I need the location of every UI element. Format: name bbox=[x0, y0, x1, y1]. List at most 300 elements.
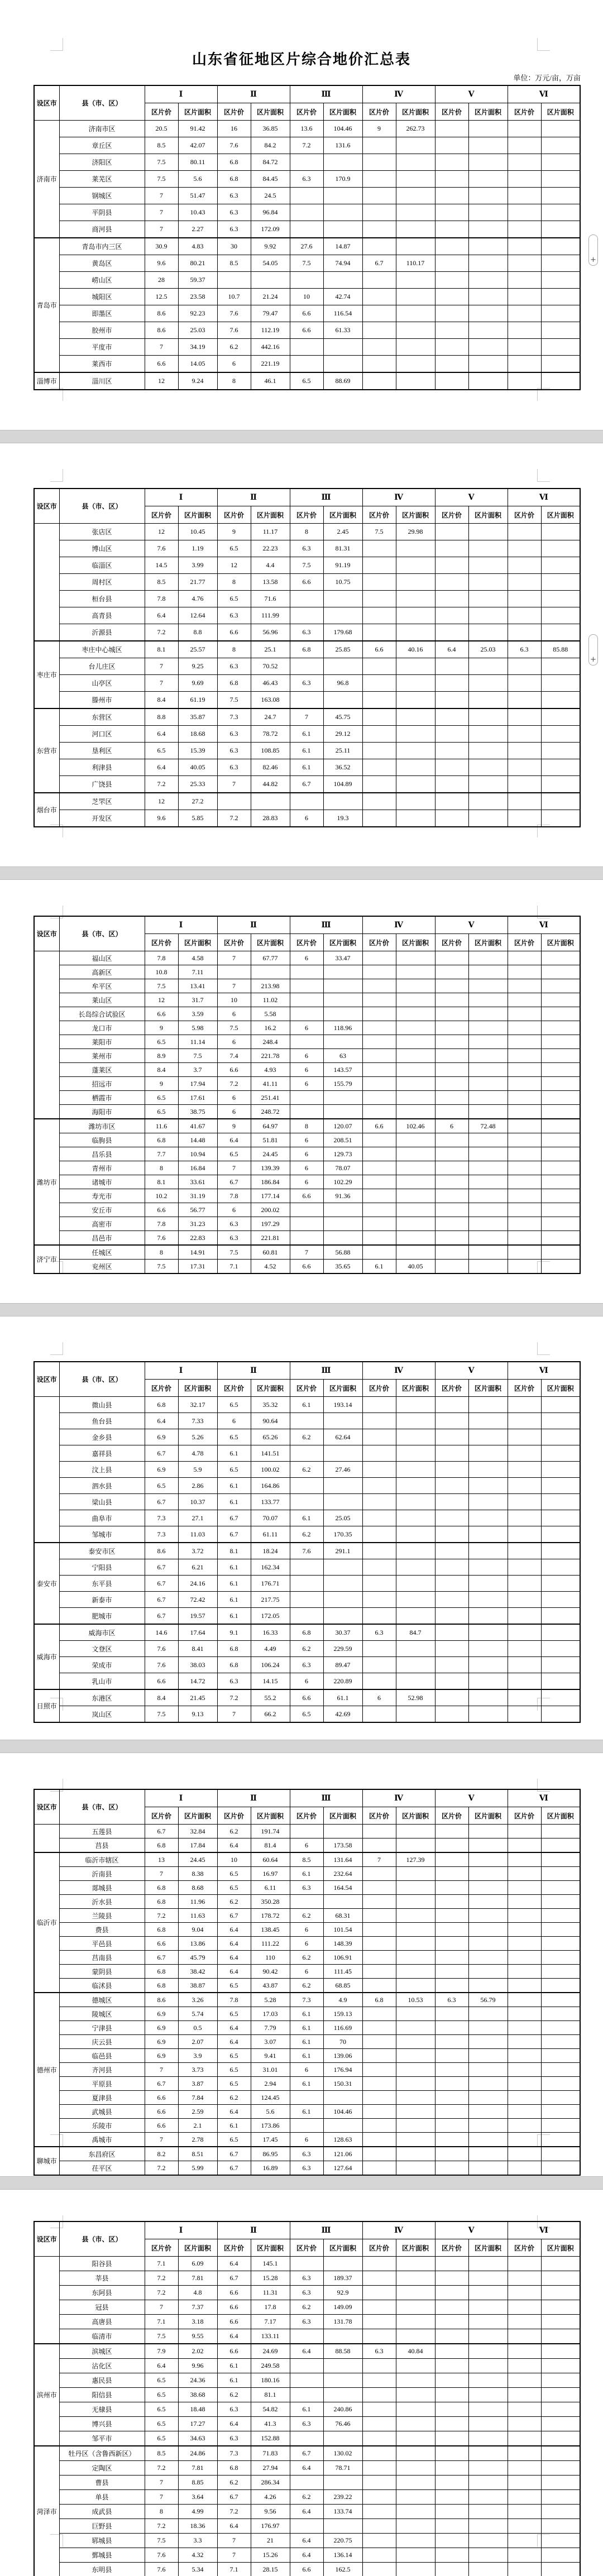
value-cell: 8.2 bbox=[145, 2147, 178, 2161]
value-cell bbox=[290, 2519, 323, 2534]
value-cell: 11.03 bbox=[178, 1526, 217, 1543]
value-cell bbox=[508, 1462, 541, 1478]
value-cell: 6.7 bbox=[145, 1592, 178, 1608]
value-cell bbox=[396, 2431, 435, 2446]
value-cell: 6.5 bbox=[145, 743, 178, 759]
value-cell: 6.6 bbox=[217, 2315, 251, 2329]
county-cell: 东营区 bbox=[59, 708, 145, 726]
value-cell: 179.68 bbox=[323, 624, 362, 641]
value-cell: 6.9 bbox=[145, 2007, 178, 2021]
value-cell bbox=[508, 372, 541, 390]
value-cell bbox=[541, 965, 580, 979]
value-cell: 22.83 bbox=[178, 1231, 217, 1246]
value-cell bbox=[362, 2161, 396, 2176]
header-zone-3: Ⅲ bbox=[290, 1362, 362, 1380]
value-cell: 18.48 bbox=[178, 2402, 217, 2417]
value-cell bbox=[396, 1429, 435, 1445]
value-cell: 7.6 bbox=[145, 2563, 178, 2576]
value-cell bbox=[468, 1077, 508, 1091]
value-cell bbox=[541, 2461, 580, 2476]
value-cell: 6.2 bbox=[217, 2476, 251, 2490]
land-price-table bbox=[34, 85, 581, 390]
value-cell bbox=[323, 1413, 362, 1429]
margin-corner-mark bbox=[50, 469, 63, 482]
value-cell bbox=[508, 1105, 541, 1119]
value-cell: 6.7 bbox=[217, 2271, 251, 2286]
value-cell bbox=[468, 322, 508, 339]
page-title: 山东省征地区片综合地价汇总表 bbox=[192, 51, 411, 68]
value-cell: 3.59 bbox=[178, 1007, 217, 1021]
value-cell: 6.3 bbox=[290, 1881, 323, 1895]
value-cell: 23.58 bbox=[178, 289, 217, 305]
city-cell: 德州市 bbox=[34, 1993, 59, 2147]
value-cell: 6.7 bbox=[145, 1951, 178, 1965]
value-cell: 70.52 bbox=[251, 658, 290, 675]
value-cell bbox=[541, 759, 580, 776]
value-cell bbox=[541, 221, 580, 238]
value-cell bbox=[435, 743, 468, 759]
value-cell bbox=[435, 1494, 468, 1510]
value-cell bbox=[541, 154, 580, 171]
value-cell bbox=[396, 1608, 435, 1625]
value-cell: 7.5 bbox=[362, 524, 396, 540]
value-cell: 108.85 bbox=[251, 743, 290, 759]
value-cell bbox=[468, 2257, 508, 2271]
value-cell bbox=[290, 1105, 323, 1119]
value-cell bbox=[435, 1881, 468, 1895]
value-cell bbox=[468, 776, 508, 793]
value-cell: 4.4 bbox=[251, 557, 290, 574]
value-cell: 54.82 bbox=[251, 2402, 290, 2417]
county-cell: 广饶县 bbox=[59, 776, 145, 793]
value-cell: 17.84 bbox=[178, 1838, 217, 1853]
value-cell: 2.07 bbox=[178, 2035, 217, 2049]
value-cell: 6.4 bbox=[290, 2344, 323, 2359]
value-cell: 148.39 bbox=[323, 1937, 362, 1951]
value-cell: 6.5 bbox=[217, 1462, 251, 1478]
header-city: 设区市 bbox=[34, 1362, 59, 1397]
value-cell: 6 bbox=[217, 1413, 251, 1429]
value-cell bbox=[435, 372, 468, 390]
value-cell bbox=[468, 1021, 508, 1035]
value-cell: 7 bbox=[217, 979, 251, 993]
value-cell bbox=[362, 1091, 396, 1105]
header-zone-area: 区片面积 bbox=[468, 103, 508, 121]
county-cell: 利津县 bbox=[59, 759, 145, 776]
county-cell: 莱山区 bbox=[59, 993, 145, 1007]
header-zone-1: Ⅰ bbox=[145, 489, 217, 506]
county-cell: 无棣县 bbox=[59, 2402, 145, 2417]
value-cell bbox=[508, 1147, 541, 1161]
page-separator bbox=[0, 2176, 603, 2190]
value-cell bbox=[396, 2161, 435, 2176]
value-cell: 111.22 bbox=[251, 1937, 290, 1951]
value-cell bbox=[541, 1951, 580, 1965]
value-cell bbox=[435, 2446, 468, 2461]
value-cell: 138.45 bbox=[251, 1923, 290, 1937]
value-cell: 4.58 bbox=[178, 951, 217, 965]
value-cell: 40.05 bbox=[396, 1260, 435, 1274]
header-zone-area: 区片面积 bbox=[396, 1807, 435, 1825]
value-cell bbox=[468, 1608, 508, 1625]
value-cell: 28.83 bbox=[251, 810, 290, 827]
value-cell bbox=[362, 692, 396, 709]
value-cell bbox=[396, 540, 435, 557]
table-row bbox=[34, 1543, 580, 1559]
value-cell bbox=[362, 238, 396, 255]
value-cell: 90.64 bbox=[251, 1413, 290, 1429]
city-cell: 烟台市 bbox=[34, 793, 59, 827]
table-row bbox=[34, 154, 580, 171]
value-cell: 7 bbox=[145, 339, 178, 356]
scroll-widget[interactable] bbox=[588, 634, 598, 665]
value-cell: 25.11 bbox=[323, 743, 362, 759]
value-cell bbox=[541, 1007, 580, 1021]
value-cell bbox=[362, 743, 396, 759]
header-zone-2: Ⅱ bbox=[217, 85, 290, 103]
value-cell: 6.3 bbox=[290, 1657, 323, 1673]
value-cell bbox=[468, 2286, 508, 2300]
county-cell: 宁津县 bbox=[59, 2021, 145, 2035]
value-cell bbox=[541, 137, 580, 154]
value-cell: 6.3 bbox=[217, 221, 251, 238]
value-cell: 6.7 bbox=[145, 2077, 178, 2091]
value-cell: 7.2 bbox=[290, 137, 323, 154]
value-cell bbox=[323, 2257, 362, 2271]
county-cell: 东昌府区 bbox=[59, 2147, 145, 2161]
value-cell bbox=[541, 1035, 580, 1049]
value-cell: 24.86 bbox=[178, 2446, 217, 2461]
header-zone-4: Ⅳ bbox=[362, 916, 435, 934]
value-cell bbox=[435, 1706, 468, 1723]
value-cell: 32.17 bbox=[178, 1397, 217, 1413]
value-cell: 80.11 bbox=[178, 154, 217, 171]
value-cell bbox=[362, 2049, 396, 2063]
value-cell: 88.69 bbox=[323, 372, 362, 390]
value-cell bbox=[362, 1478, 396, 1494]
value-cell bbox=[541, 2063, 580, 2077]
value-cell bbox=[508, 658, 541, 675]
margin-corner-mark bbox=[537, 38, 550, 51]
value-cell: 12 bbox=[145, 793, 178, 810]
value-cell: 6.6 bbox=[145, 1007, 178, 1021]
value-cell bbox=[435, 2329, 468, 2344]
scroll-widget[interactable] bbox=[588, 234, 598, 266]
city-cell bbox=[34, 1397, 59, 1543]
table-row bbox=[34, 188, 580, 204]
value-cell: 18.24 bbox=[251, 1543, 290, 1559]
county-cell: 潍坊市区 bbox=[59, 1119, 145, 1133]
value-cell: 14.72 bbox=[178, 1673, 217, 1690]
value-cell: 16.2 bbox=[251, 1021, 290, 1035]
county-cell: 金乡县 bbox=[59, 1429, 145, 1445]
header-county: 县（市、区） bbox=[59, 916, 145, 951]
value-cell: 6.1 bbox=[290, 1510, 323, 1526]
value-cell bbox=[290, 1478, 323, 1494]
value-cell bbox=[435, 1203, 468, 1217]
value-cell bbox=[435, 204, 468, 221]
value-cell bbox=[362, 272, 396, 289]
value-cell bbox=[435, 1231, 468, 1246]
value-cell: 8 bbox=[290, 524, 323, 540]
header-zone-area: 区片面积 bbox=[178, 1807, 217, 1825]
value-cell: 6.5 bbox=[217, 1147, 251, 1161]
table-row bbox=[34, 1445, 580, 1462]
value-cell bbox=[396, 1175, 435, 1189]
value-cell bbox=[396, 692, 435, 709]
value-cell bbox=[362, 708, 396, 726]
value-cell: 46.1 bbox=[251, 372, 290, 390]
value-cell bbox=[508, 2373, 541, 2388]
value-cell bbox=[362, 776, 396, 793]
value-cell: 30 bbox=[217, 238, 251, 255]
value-cell bbox=[541, 624, 580, 641]
value-cell bbox=[435, 2049, 468, 2063]
value-cell: 9 bbox=[217, 524, 251, 540]
value-cell: 220.89 bbox=[323, 1673, 362, 1690]
value-cell: 6.4 bbox=[145, 726, 178, 743]
value-cell bbox=[468, 2161, 508, 2176]
value-cell bbox=[541, 1689, 580, 1706]
value-cell bbox=[323, 221, 362, 238]
value-cell bbox=[508, 1445, 541, 1462]
value-cell: 13.41 bbox=[178, 979, 217, 993]
value-cell bbox=[323, 1559, 362, 1576]
value-cell bbox=[468, 1035, 508, 1049]
value-cell bbox=[468, 1007, 508, 1021]
value-cell bbox=[435, 1462, 468, 1478]
value-cell bbox=[290, 2359, 323, 2373]
value-cell bbox=[468, 2133, 508, 2147]
county-cell: 东港区 bbox=[59, 1689, 145, 1706]
value-cell: 9.6 bbox=[145, 810, 178, 827]
value-cell bbox=[468, 2344, 508, 2359]
value-cell: 6.4 bbox=[145, 759, 178, 776]
value-cell: 7.2 bbox=[217, 1689, 251, 1706]
value-cell: 5.6 bbox=[178, 171, 217, 188]
table-row bbox=[34, 2077, 580, 2091]
value-cell: 8.41 bbox=[178, 1641, 217, 1657]
value-cell: 7.17 bbox=[251, 2315, 290, 2329]
value-cell: 27.46 bbox=[323, 1462, 362, 1478]
value-cell bbox=[396, 658, 435, 675]
value-cell bbox=[396, 1592, 435, 1608]
value-cell bbox=[362, 221, 396, 238]
value-cell: 6.4 bbox=[217, 1133, 251, 1147]
value-cell bbox=[396, 1543, 435, 1559]
value-cell bbox=[468, 204, 508, 221]
value-cell bbox=[362, 2091, 396, 2105]
value-cell: 6.4 bbox=[435, 641, 468, 658]
value-cell: 6.7 bbox=[217, 2161, 251, 2176]
value-cell bbox=[396, 1445, 435, 1462]
value-cell: 6.7 bbox=[217, 1526, 251, 1543]
value-cell: 6 bbox=[290, 1937, 323, 1951]
header-zone-area: 区片面积 bbox=[178, 103, 217, 121]
value-cell: 131.64 bbox=[323, 1852, 362, 1867]
header-city: 设区市 bbox=[34, 2221, 59, 2257]
table-row bbox=[34, 2402, 580, 2417]
county-cell: 东阿县 bbox=[59, 2286, 145, 2300]
value-cell: 24.45 bbox=[178, 1852, 217, 1867]
value-cell: 7.84 bbox=[178, 2091, 217, 2105]
county-cell: 任城区 bbox=[59, 1245, 145, 1260]
value-cell: 92.9 bbox=[323, 2286, 362, 2300]
value-cell bbox=[508, 1260, 541, 1274]
value-cell: 6 bbox=[290, 1049, 323, 1063]
value-cell: 6.8 bbox=[362, 1993, 396, 2007]
value-cell bbox=[468, 1478, 508, 1494]
value-cell bbox=[541, 1909, 580, 1923]
value-cell: 173.58 bbox=[323, 1838, 362, 1853]
value-cell bbox=[541, 574, 580, 591]
value-cell: 17.03 bbox=[251, 2007, 290, 2021]
value-cell bbox=[435, 1133, 468, 1147]
value-cell: 6.1 bbox=[290, 2007, 323, 2021]
value-cell bbox=[435, 2286, 468, 2300]
value-cell: 2.86 bbox=[178, 1478, 217, 1494]
value-cell bbox=[290, 204, 323, 221]
value-cell: 8.8 bbox=[145, 708, 178, 726]
value-cell bbox=[541, 1852, 580, 1867]
county-cell: 巨野县 bbox=[59, 2519, 145, 2534]
value-cell: 30.37 bbox=[323, 1624, 362, 1641]
value-cell bbox=[468, 591, 508, 607]
value-cell bbox=[396, 2388, 435, 2402]
value-cell: 19.57 bbox=[178, 1608, 217, 1625]
value-cell bbox=[396, 1641, 435, 1657]
value-cell: 6.3 bbox=[217, 743, 251, 759]
value-cell: 7 bbox=[217, 2548, 251, 2563]
value-cell bbox=[468, 171, 508, 188]
header-county: 县（市、区） bbox=[59, 2221, 145, 2257]
value-cell bbox=[435, 1624, 468, 1641]
plus-icon[interactable]: + bbox=[590, 256, 596, 264]
value-cell: 11.63 bbox=[178, 1909, 217, 1923]
value-cell bbox=[362, 624, 396, 641]
value-cell bbox=[290, 1576, 323, 1592]
land-price-table bbox=[34, 488, 581, 827]
value-cell: 4.52 bbox=[251, 1260, 290, 1274]
value-cell: 64.97 bbox=[251, 1119, 290, 1133]
value-cell: 6.1 bbox=[290, 743, 323, 759]
table-row bbox=[34, 2461, 580, 2476]
value-cell bbox=[508, 1559, 541, 1576]
value-cell: 7.81 bbox=[178, 2271, 217, 2286]
value-cell bbox=[435, 121, 468, 137]
value-cell bbox=[435, 1413, 468, 1429]
value-cell bbox=[396, 1951, 435, 1965]
value-cell bbox=[468, 1881, 508, 1895]
value-cell bbox=[468, 2388, 508, 2402]
table-row bbox=[34, 1510, 580, 1526]
value-cell: 17.45 bbox=[251, 2133, 290, 2147]
value-cell bbox=[362, 2315, 396, 2329]
value-cell: 6 bbox=[290, 1161, 323, 1175]
county-cell: 莱芜区 bbox=[59, 171, 145, 188]
value-cell: 6.3 bbox=[217, 607, 251, 624]
value-cell bbox=[508, 1867, 541, 1881]
table-row bbox=[34, 1838, 580, 1853]
value-cell: 7.5 bbox=[290, 557, 323, 574]
value-cell bbox=[541, 188, 580, 204]
value-cell bbox=[468, 1909, 508, 1923]
header-county: 县（市、区） bbox=[59, 85, 145, 121]
header-city: 设区市 bbox=[34, 1789, 59, 1825]
value-cell: 6.4 bbox=[145, 2359, 178, 2373]
county-cell: 台儿庄区 bbox=[59, 658, 145, 675]
value-cell: 136.14 bbox=[323, 2548, 362, 2563]
value-cell: 4.49 bbox=[251, 1641, 290, 1657]
table-row bbox=[34, 1852, 580, 1867]
value-cell bbox=[290, 591, 323, 607]
header-zone-price: 区片价 bbox=[362, 2239, 396, 2257]
value-cell: 33.61 bbox=[178, 1175, 217, 1189]
value-cell bbox=[435, 2133, 468, 2147]
header-zone-area: 区片面积 bbox=[178, 1380, 217, 1397]
value-cell: 70 bbox=[323, 2035, 362, 2049]
value-cell bbox=[541, 1063, 580, 1077]
header-zone-price: 区片价 bbox=[508, 1807, 541, 1825]
value-cell bbox=[435, 2300, 468, 2315]
value-cell bbox=[435, 675, 468, 692]
value-cell bbox=[508, 965, 541, 979]
value-cell bbox=[508, 2476, 541, 2490]
value-cell bbox=[435, 1937, 468, 1951]
value-cell: 6.3 bbox=[290, 540, 323, 557]
value-cell bbox=[396, 1867, 435, 1881]
table-row bbox=[34, 708, 580, 726]
value-cell: 6.7 bbox=[145, 1825, 178, 1838]
value-cell bbox=[323, 339, 362, 356]
county-cell: 茌平区 bbox=[59, 2161, 145, 2176]
value-cell bbox=[290, 1413, 323, 1429]
value-cell bbox=[323, 1035, 362, 1049]
value-cell bbox=[290, 658, 323, 675]
value-cell: 91.42 bbox=[178, 121, 217, 137]
value-cell bbox=[290, 1494, 323, 1510]
value-cell bbox=[435, 339, 468, 356]
value-cell bbox=[468, 238, 508, 255]
header-zone-6: Ⅵ bbox=[508, 85, 580, 103]
value-cell: 62.64 bbox=[323, 1429, 362, 1445]
value-cell bbox=[435, 1923, 468, 1937]
county-cell: 岚山区 bbox=[59, 1706, 145, 1723]
value-cell bbox=[362, 965, 396, 979]
header-zone-area: 区片面积 bbox=[396, 934, 435, 951]
value-cell bbox=[468, 726, 508, 743]
county-cell: 诸城市 bbox=[59, 1175, 145, 1189]
value-cell: 8.1 bbox=[145, 1175, 178, 1189]
value-cell bbox=[396, 2063, 435, 2077]
table-row bbox=[34, 1147, 580, 1161]
value-cell: 6.7 bbox=[290, 776, 323, 793]
table-row bbox=[34, 591, 580, 607]
table-row bbox=[34, 1077, 580, 1091]
plus-icon[interactable]: + bbox=[590, 655, 596, 664]
value-cell: 133.74 bbox=[323, 2505, 362, 2519]
value-cell: 186.84 bbox=[251, 1175, 290, 1189]
value-cell: 10.43 bbox=[178, 204, 217, 221]
table-row bbox=[34, 965, 580, 979]
value-cell bbox=[508, 1909, 541, 1923]
table-row bbox=[34, 272, 580, 289]
value-cell: 6.1 bbox=[217, 2119, 251, 2133]
value-cell bbox=[508, 121, 541, 137]
value-cell: 25.1 bbox=[251, 641, 290, 658]
table-row bbox=[34, 1189, 580, 1203]
value-cell: 221.81 bbox=[251, 1231, 290, 1246]
